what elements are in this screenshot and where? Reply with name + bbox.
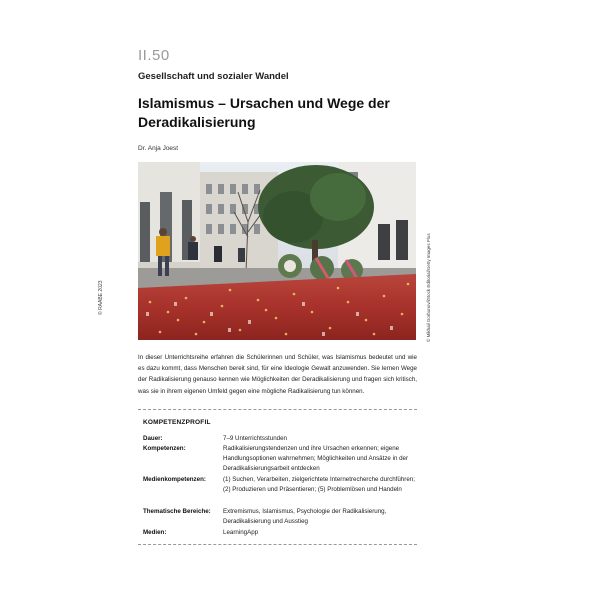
profile-row-value: Radikalisierungstendenzen und ihre Ursachen erkennen; eigene Handlungsoptionen wahrnehmen; Möglichkeiten und Ansätze in der Deradikalisierungsarbeit entdecken [223, 445, 409, 473]
unit-number: II.50 [138, 47, 170, 64]
memorial-photo [138, 162, 416, 340]
copyright-side-text: © RAABE 2023 [98, 280, 104, 315]
profile-row-label: Medien: [143, 529, 167, 536]
profile-row-value: (1) Suchen, Verarbeiten, zielgerichtete Internetrecherche durchführen; (2) Produzieren und Präsentieren; (5) Problemlösen und Handeln [223, 476, 415, 494]
profile-row-label: Medienkompetenzen: [143, 476, 206, 483]
intro-paragraph: In dieser Unterrichtsreihe erfahren die Schülerinnen und Schüler, was Islamismus bedeutet und wie es dazu kommt, dass Menschen bereit sind, für eine Ideologie Gewalt anzuwenden. Sie lernen Wege der Radikalisierung genauso kennen wie Möglichkeiten der Deradikalisierung und fragen sich kritisch, was sie in ihrem eigenen Umfeld gegen eine mögliche Radikalisierung tun können. [138, 354, 417, 395]
profile-row-value: LearningApp [223, 529, 259, 536]
divider-top [138, 409, 417, 410]
profile-row-value: 7–9 Unterrichtsstunden [223, 435, 287, 442]
profile-row-label: Thematische Bereiche: [143, 508, 211, 515]
divider-bottom [138, 544, 417, 545]
profile-row-label: Kompetenzen: [143, 445, 186, 452]
page-title: Islamismus – Ursachen und Wege der Deradikalisierung [138, 95, 390, 130]
profile-title: KOMPETENZPROFIL [143, 419, 211, 426]
series-title: Gesellschaft und sozialer Wandel [138, 71, 289, 82]
photo-credit: © Mikhail Gorbunov/iStock Editorial/Getty Images Plus [426, 233, 431, 342]
profile-row-value: Extremismus, Islamismus, Psychologie der Radikalisierung, Deradikalisierung und Ausstieg [223, 508, 387, 526]
profile-row-label: Dauer: [143, 435, 163, 442]
author: Dr. Anja Joest [138, 145, 179, 152]
